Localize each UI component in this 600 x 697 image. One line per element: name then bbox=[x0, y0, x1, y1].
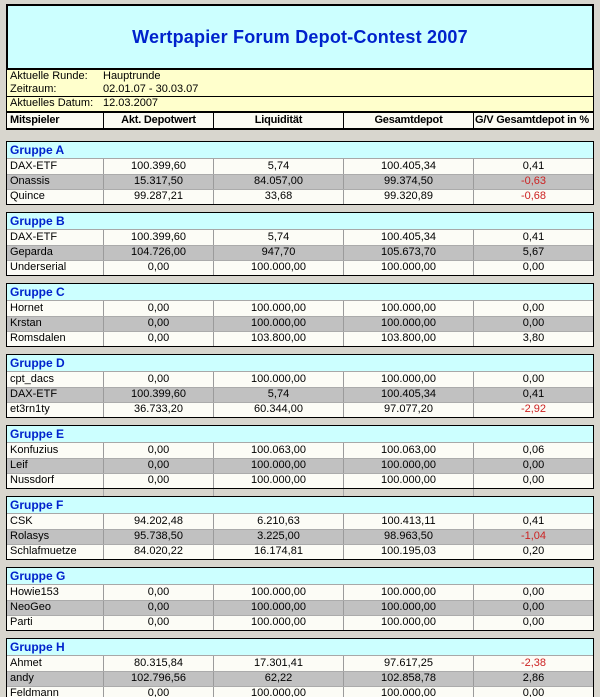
player-name-cell[interactable]: cpt_dacs bbox=[10, 372, 55, 385]
info-row-runde bbox=[7, 70, 593, 84]
gv-cell[interactable]: 0,00 bbox=[473, 372, 593, 387]
table-row bbox=[7, 656, 593, 671]
gesamtdepot-cell[interactable]: 97.617,25 bbox=[343, 656, 473, 671]
depotwert-cell[interactable]: 84.020,22 bbox=[103, 545, 213, 559]
gesamtdepot-cell[interactable]: 105.673,70 bbox=[343, 246, 473, 260]
table-row bbox=[7, 174, 593, 189]
table-row bbox=[7, 443, 593, 458]
runde-value[interactable]: Hauptrunde bbox=[103, 70, 161, 83]
info-row-zeitraum bbox=[7, 84, 593, 98]
gesamtdepot-cell[interactable]: 100.195,03 bbox=[343, 545, 473, 559]
gv-cell[interactable]: 0,00 bbox=[473, 616, 593, 630]
liquiditaet-cell[interactable]: 100.000,00 bbox=[213, 301, 343, 316]
liquiditaet-cell[interactable]: 5,74 bbox=[213, 230, 343, 245]
gv-cell[interactable]: 0,00 bbox=[473, 474, 593, 488]
gv-cell[interactable]: 0,20 bbox=[473, 545, 593, 559]
group-name[interactable]: Gruppe F bbox=[10, 497, 64, 512]
header-gap bbox=[6, 130, 594, 141]
liquiditaet-cell[interactable]: 16.174,81 bbox=[213, 545, 343, 559]
gv-cell[interactable]: 0,00 bbox=[473, 585, 593, 600]
table-row bbox=[7, 316, 593, 331]
depotwert-cell[interactable]: 0,00 bbox=[103, 601, 213, 615]
gesamtdepot-cell[interactable]: 103.800,00 bbox=[343, 332, 473, 346]
group-name[interactable]: Gruppe A bbox=[10, 142, 65, 157]
zeitraum-value[interactable]: 02.01.07 - 30.03.07 bbox=[103, 83, 199, 96]
depotwert-cell[interactable]: 0,00 bbox=[103, 687, 213, 697]
page-title: Wertpapier Forum Depot-Contest 2007 bbox=[132, 26, 468, 47]
gv-cell[interactable]: 0,00 bbox=[473, 601, 593, 615]
table-row bbox=[7, 514, 593, 529]
depotwert-cell[interactable]: 0,00 bbox=[103, 474, 213, 488]
group-gap bbox=[6, 347, 594, 354]
liquiditaet-cell[interactable]: 84.057,00 bbox=[213, 175, 343, 189]
player-name-cell[interactable]: Hornet bbox=[10, 301, 44, 314]
player-name-cell[interactable]: Rolasys bbox=[10, 530, 50, 542]
depotwert-cell[interactable]: 0,00 bbox=[103, 332, 213, 346]
liquiditaet-cell[interactable]: 33,68 bbox=[213, 190, 343, 204]
group-rows bbox=[7, 585, 593, 630]
player-name-cell[interactable]: Parti bbox=[10, 616, 33, 628]
gesamtdepot-cell[interactable]: 100.405,34 bbox=[343, 388, 473, 402]
liquiditaet-cell[interactable]: 6.210,63 bbox=[213, 514, 343, 529]
gv-cell[interactable]: -0,63 bbox=[473, 175, 593, 189]
gv-cell[interactable]: 2,86 bbox=[473, 672, 593, 686]
gesamtdepot-cell[interactable]: 100.000,00 bbox=[343, 474, 473, 488]
liquiditaet-cell[interactable]: 62,22 bbox=[213, 672, 343, 686]
table-row bbox=[7, 686, 593, 697]
group-rows bbox=[7, 230, 593, 275]
depotwert-cell[interactable]: 36.733,20 bbox=[103, 403, 213, 417]
player-name-cell[interactable]: Feldmann bbox=[10, 687, 59, 697]
gv-cell[interactable]: 0,00 bbox=[473, 687, 593, 697]
player-name-cell[interactable]: Underserial bbox=[10, 261, 67, 273]
gesamtdepot-cell[interactable]: 100.000,00 bbox=[343, 601, 473, 615]
group-name[interactable]: Gruppe G bbox=[10, 568, 66, 583]
table-row bbox=[7, 260, 593, 275]
group-header-row bbox=[7, 639, 593, 656]
table-row bbox=[7, 473, 593, 488]
depotwert-cell[interactable]: 0,00 bbox=[103, 459, 213, 473]
column-header-row bbox=[6, 112, 594, 130]
runde-label: Aktuelle Runde: bbox=[10, 70, 88, 83]
table-row bbox=[7, 671, 593, 686]
liquiditaet-cell[interactable]: 17.301,41 bbox=[213, 656, 343, 671]
table-row bbox=[7, 301, 593, 316]
liquiditaet-cell[interactable]: 100.000,00 bbox=[213, 317, 343, 331]
gv-cell[interactable]: 0,41 bbox=[473, 388, 593, 402]
player-name-cell[interactable]: Ahmet bbox=[10, 656, 42, 669]
gv-cell[interactable]: 0,00 bbox=[473, 301, 593, 316]
depotwert-cell[interactable]: 104.726,00 bbox=[103, 246, 213, 260]
gesamtdepot-cell[interactable]: 102.858,78 bbox=[343, 672, 473, 686]
gesamtdepot-cell[interactable]: 100.405,34 bbox=[343, 159, 473, 174]
player-name-cell[interactable]: Onassis bbox=[10, 175, 50, 187]
table-row bbox=[7, 585, 593, 600]
group-gap bbox=[6, 276, 594, 283]
liquiditaet-cell[interactable]: 100.000,00 bbox=[213, 372, 343, 387]
group-block bbox=[6, 212, 594, 276]
table-row bbox=[7, 245, 593, 260]
gv-cell[interactable]: 0,00 bbox=[473, 459, 593, 473]
column-header-liquiditaet[interactable]: Liquidität bbox=[213, 113, 343, 128]
gesamtdepot-cell[interactable]: 100.000,00 bbox=[343, 459, 473, 473]
zeitraum-label: Zeitraum: bbox=[10, 83, 57, 96]
player-name-cell[interactable]: Nussdorf bbox=[10, 474, 55, 486]
liquiditaet-cell[interactable]: 100.000,00 bbox=[213, 616, 343, 630]
gesamtdepot-cell[interactable]: 100.405,34 bbox=[343, 230, 473, 245]
gv-cell[interactable]: -0,68 bbox=[473, 190, 593, 204]
player-name-cell[interactable]: CSK bbox=[10, 514, 33, 527]
table-row bbox=[7, 331, 593, 346]
depotwert-cell[interactable]: 15.317,50 bbox=[103, 175, 213, 189]
group-rows bbox=[7, 514, 593, 559]
group-header-row bbox=[7, 426, 593, 443]
info-row-datum bbox=[7, 97, 593, 111]
player-name-cell[interactable]: DAX-ETF bbox=[10, 159, 58, 172]
player-name-cell[interactable]: Schlafmuetze bbox=[10, 545, 77, 557]
group-gap bbox=[6, 418, 594, 425]
depotwert-cell[interactable]: 0,00 bbox=[103, 372, 213, 387]
group-rows bbox=[7, 372, 593, 417]
group-rows bbox=[7, 159, 593, 204]
group-gap bbox=[6, 205, 594, 212]
depotwert-cell[interactable]: 0,00 bbox=[103, 585, 213, 600]
gv-cell[interactable]: 0,00 bbox=[473, 317, 593, 331]
table-row bbox=[7, 600, 593, 615]
group-header-row bbox=[7, 497, 593, 514]
group-header-row bbox=[7, 284, 593, 301]
table-row bbox=[7, 189, 593, 204]
groups-container bbox=[6, 141, 594, 697]
player-name-cell[interactable]: Konfuzius bbox=[10, 443, 59, 456]
gesamtdepot-cell[interactable]: 100.000,00 bbox=[343, 585, 473, 600]
depotwert-cell[interactable]: 0,00 bbox=[103, 443, 213, 458]
liquiditaet-cell[interactable]: 3.225,00 bbox=[213, 530, 343, 544]
title-banner bbox=[6, 4, 594, 70]
group-block bbox=[6, 638, 594, 697]
column-header-mitspieler[interactable]: Mitspieler bbox=[10, 114, 60, 126]
table-row bbox=[7, 159, 593, 174]
liquiditaet-cell[interactable]: 100.063,00 bbox=[213, 443, 343, 458]
group-gap bbox=[6, 560, 594, 567]
table-row bbox=[7, 615, 593, 630]
group-gap bbox=[6, 631, 594, 638]
depotwert-cell[interactable]: 80.315,84 bbox=[103, 656, 213, 671]
depotwert-cell[interactable]: 94.202,48 bbox=[103, 514, 213, 529]
table-row bbox=[7, 230, 593, 245]
group-rows bbox=[7, 443, 593, 488]
group-block bbox=[6, 425, 594, 489]
column-header-gv[interactable]: G/V Gesamtdepot in % bbox=[473, 113, 593, 128]
liquiditaet-cell[interactable]: 100.000,00 bbox=[213, 474, 343, 488]
group-name[interactable]: Gruppe C bbox=[10, 284, 65, 299]
group-block bbox=[6, 283, 594, 347]
liquiditaet-cell[interactable]: 100.000,00 bbox=[213, 601, 343, 615]
gesamtdepot-cell[interactable]: 100.413,11 bbox=[343, 514, 473, 529]
gesamtdepot-cell[interactable]: 100.000,00 bbox=[343, 616, 473, 630]
player-name-cell[interactable]: Romsdalen bbox=[10, 332, 66, 344]
depotwert-cell[interactable]: 0,00 bbox=[103, 301, 213, 316]
gesamtdepot-cell[interactable]: 100.000,00 bbox=[343, 372, 473, 387]
gesamtdepot-cell[interactable]: 100.000,00 bbox=[343, 317, 473, 331]
table-row bbox=[7, 458, 593, 473]
group-header-row bbox=[7, 355, 593, 372]
gv-cell[interactable]: -1,04 bbox=[473, 530, 593, 544]
gesamtdepot-cell[interactable]: 100.000,00 bbox=[343, 687, 473, 697]
player-name-cell[interactable]: Quince bbox=[10, 190, 45, 202]
contest-info-panel bbox=[6, 70, 594, 112]
depotwert-cell[interactable]: 0,00 bbox=[103, 317, 213, 331]
gesamtdepot-cell[interactable]: 99.374,50 bbox=[343, 175, 473, 189]
group-gap bbox=[6, 489, 594, 496]
group-block bbox=[6, 354, 594, 418]
depotwert-cell[interactable]: 0,00 bbox=[103, 261, 213, 275]
group-name[interactable]: Gruppe D bbox=[10, 355, 65, 370]
gesamtdepot-cell[interactable]: 98.963,50 bbox=[343, 530, 473, 544]
group-rows bbox=[7, 301, 593, 346]
player-name-cell[interactable]: Geparda bbox=[10, 246, 53, 258]
liquiditaet-cell[interactable]: 5,74 bbox=[213, 159, 343, 174]
group-header-row bbox=[7, 568, 593, 585]
gv-cell[interactable]: -2,92 bbox=[473, 403, 593, 417]
depotwert-cell[interactable]: 102.796,56 bbox=[103, 672, 213, 686]
group-rows bbox=[7, 656, 593, 697]
player-name-cell[interactable]: Howie153 bbox=[10, 585, 59, 598]
player-name-cell[interactable]: et3rn1ty bbox=[10, 403, 50, 415]
depotwert-cell[interactable]: 100.399,60 bbox=[103, 388, 213, 402]
datum-label: Aktuelles Datum: bbox=[10, 97, 94, 110]
gv-cell[interactable]: -2,38 bbox=[473, 656, 593, 671]
liquiditaet-cell[interactable]: 947,70 bbox=[213, 246, 343, 260]
gv-cell[interactable]: 0,00 bbox=[473, 261, 593, 275]
table-row bbox=[7, 387, 593, 402]
liquiditaet-cell[interactable]: 60.344,00 bbox=[213, 403, 343, 417]
gesamtdepot-cell[interactable]: 100.063,00 bbox=[343, 443, 473, 458]
table-row bbox=[7, 402, 593, 417]
table-row bbox=[7, 529, 593, 544]
player-name-cell[interactable]: DAX-ETF bbox=[10, 230, 58, 243]
column-header-gesamtdepot[interactable]: Gesamtdepot bbox=[343, 113, 473, 128]
depotwert-cell[interactable]: 95.738,50 bbox=[103, 530, 213, 544]
group-header-row bbox=[7, 142, 593, 159]
liquiditaet-cell[interactable]: 103.800,00 bbox=[213, 332, 343, 346]
liquiditaet-cell[interactable]: 100.000,00 bbox=[213, 459, 343, 473]
player-name-cell[interactable]: NeoGeo bbox=[10, 601, 51, 613]
datum-value[interactable]: 12.03.2007 bbox=[103, 97, 159, 110]
liquiditaet-cell[interactable]: 100.000,00 bbox=[213, 261, 343, 275]
player-name-cell[interactable]: andy bbox=[10, 672, 34, 684]
group-block bbox=[6, 496, 594, 560]
group-block bbox=[6, 567, 594, 631]
gv-cell[interactable]: 0,41 bbox=[473, 514, 593, 529]
player-name-cell[interactable]: Leif bbox=[10, 459, 28, 471]
group-block bbox=[6, 141, 594, 205]
column-header-depotwert[interactable]: Akt. Depotwert bbox=[103, 113, 213, 128]
gv-cell[interactable]: 0,06 bbox=[473, 443, 593, 458]
liquiditaet-cell[interactable]: 100.000,00 bbox=[213, 585, 343, 600]
gv-cell[interactable]: 5,67 bbox=[473, 246, 593, 260]
liquiditaet-cell[interactable]: 5,74 bbox=[213, 388, 343, 402]
gesamtdepot-cell[interactable]: 100.000,00 bbox=[343, 301, 473, 316]
depotwert-cell[interactable]: 0,00 bbox=[103, 616, 213, 630]
gesamtdepot-cell[interactable]: 100.000,00 bbox=[343, 261, 473, 275]
depotwert-cell[interactable]: 99.287,21 bbox=[103, 190, 213, 204]
gv-cell[interactable]: 3,80 bbox=[473, 332, 593, 346]
group-name[interactable]: Gruppe E bbox=[10, 426, 65, 441]
gesamtdepot-cell[interactable]: 99.320,89 bbox=[343, 190, 473, 204]
liquiditaet-cell[interactable]: 100.000,00 bbox=[213, 687, 343, 697]
gv-cell[interactable]: 0,41 bbox=[473, 230, 593, 245]
table-row bbox=[7, 544, 593, 559]
depotwert-cell[interactable]: 100.399,60 bbox=[103, 159, 213, 174]
group-name[interactable]: Gruppe B bbox=[10, 213, 65, 228]
group-name[interactable]: Gruppe H bbox=[10, 639, 65, 654]
gv-cell[interactable]: 0,41 bbox=[473, 159, 593, 174]
depotwert-cell[interactable]: 100.399,60 bbox=[103, 230, 213, 245]
player-name-cell[interactable]: DAX-ETF bbox=[10, 388, 58, 400]
gesamtdepot-cell[interactable]: 97.077,20 bbox=[343, 403, 473, 417]
table-row bbox=[7, 372, 593, 387]
group-header-row bbox=[7, 213, 593, 230]
player-name-cell[interactable]: Krstan bbox=[10, 317, 42, 329]
